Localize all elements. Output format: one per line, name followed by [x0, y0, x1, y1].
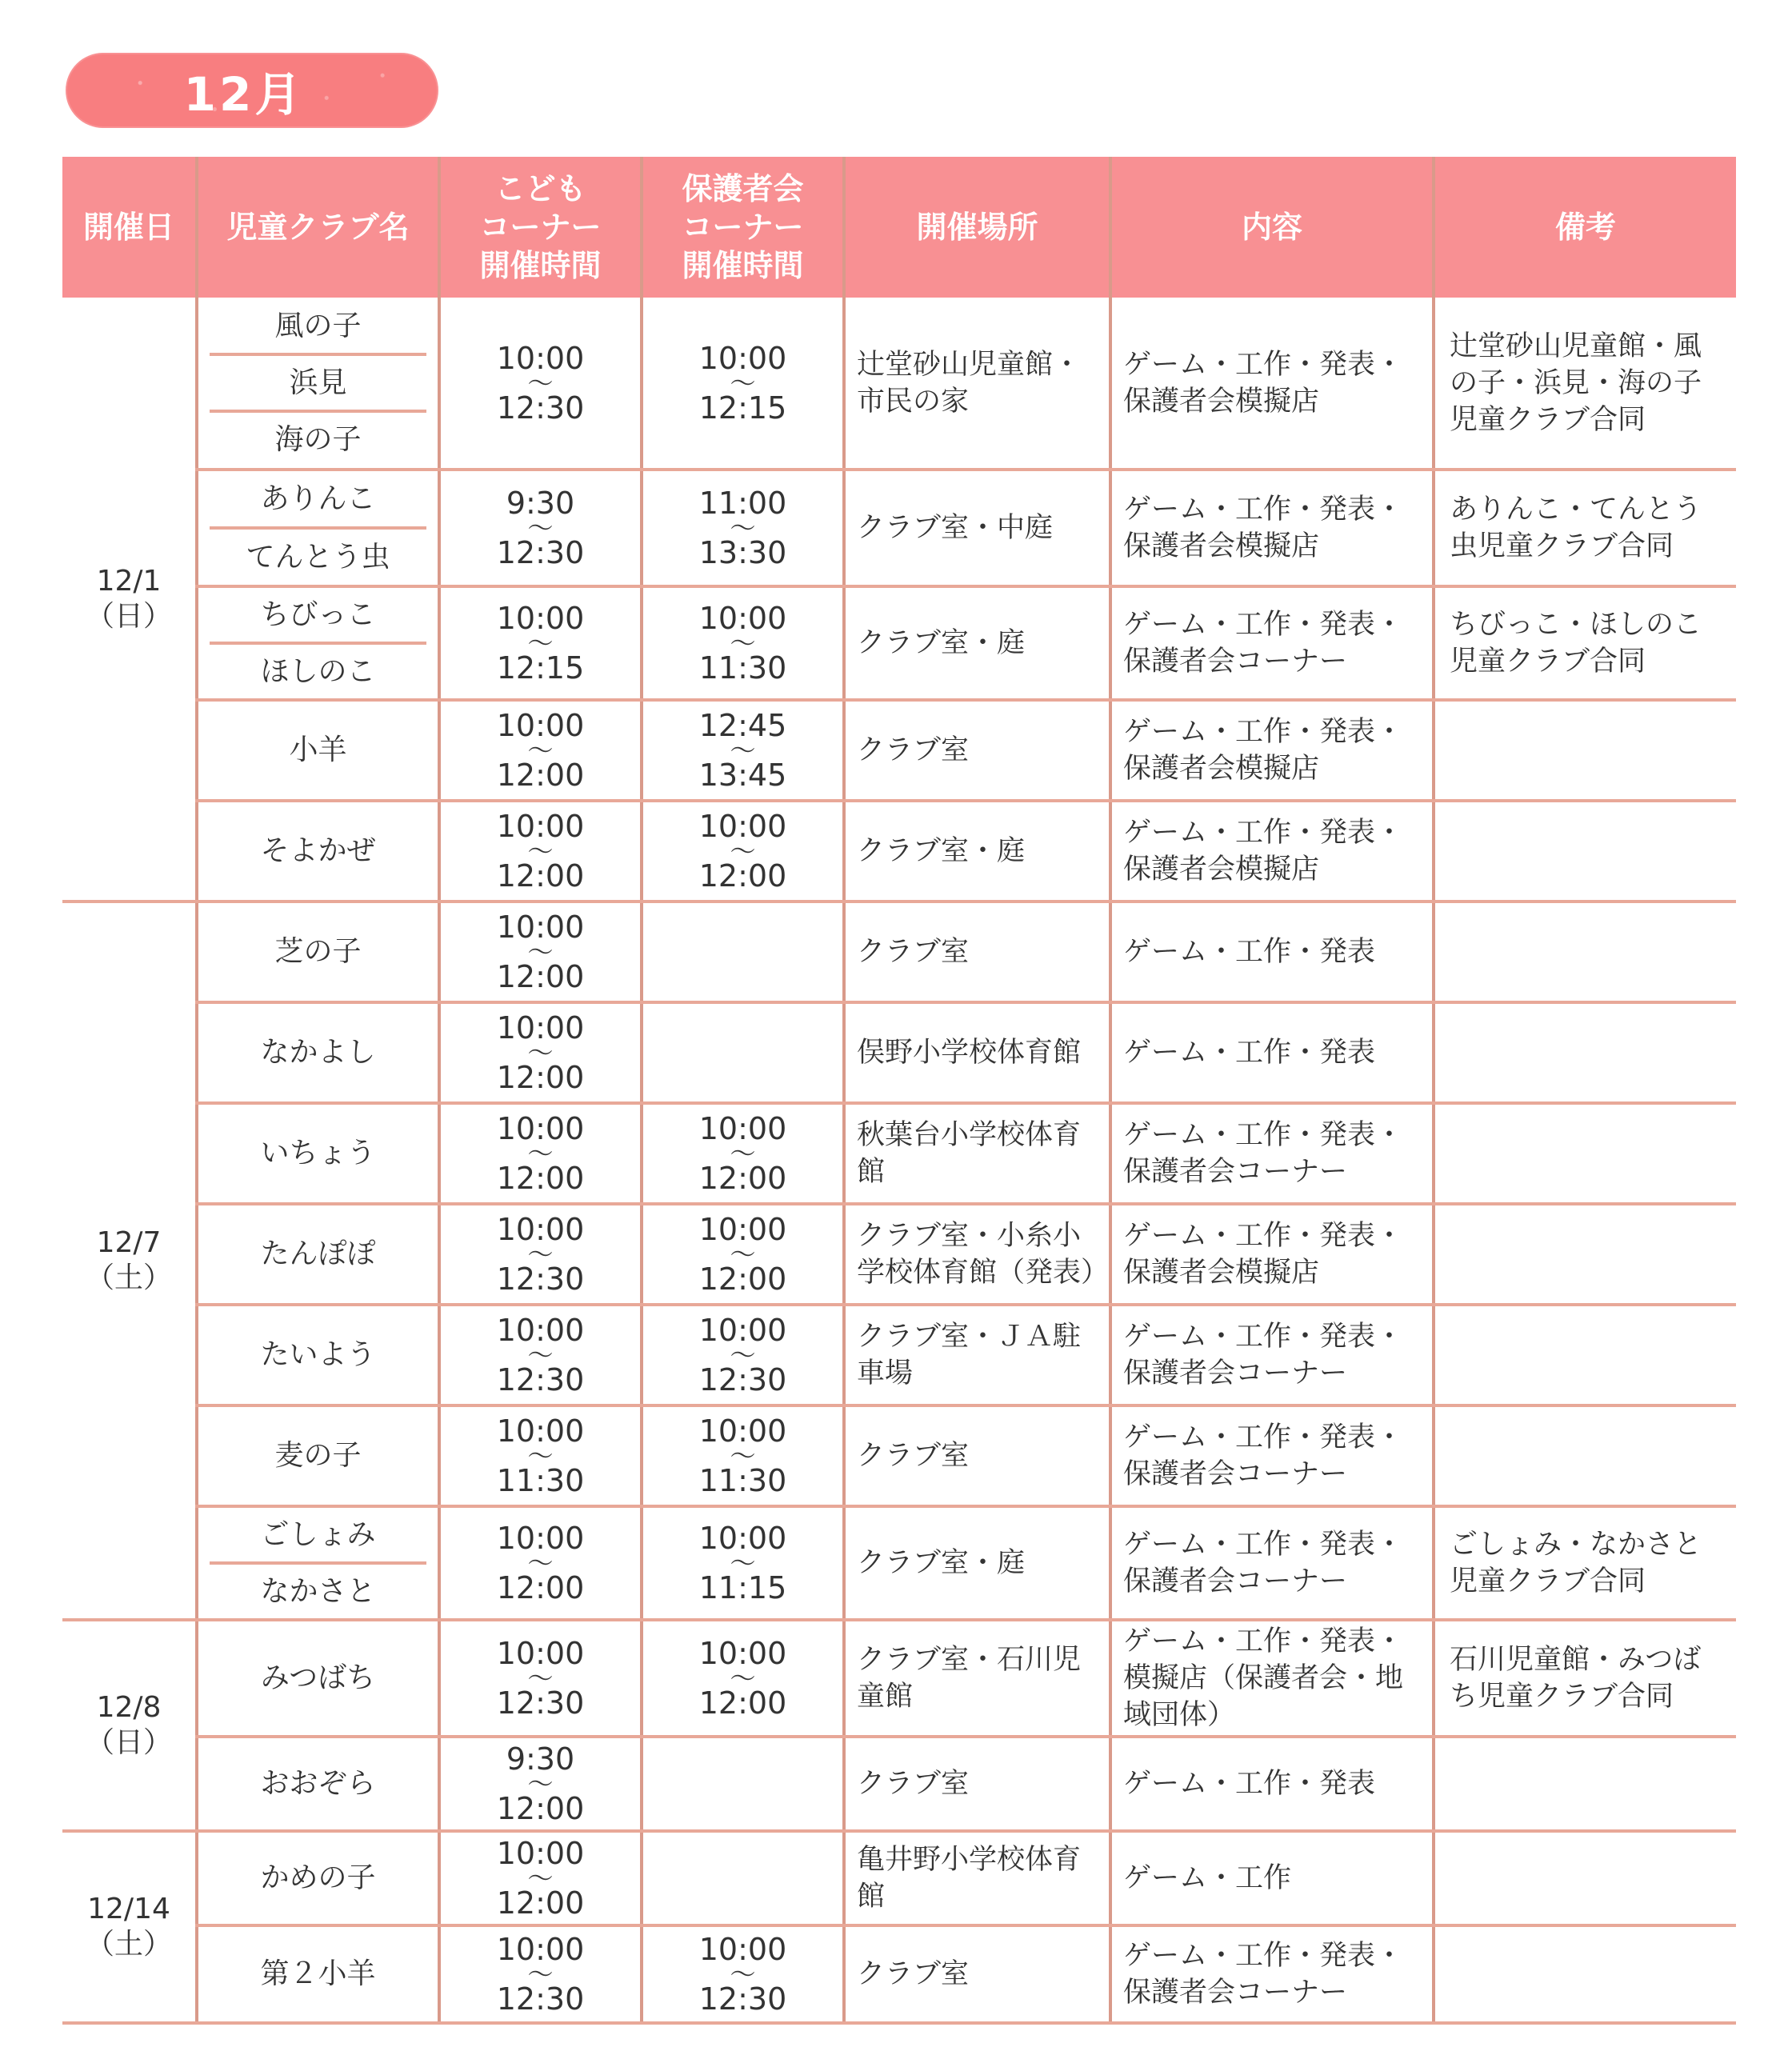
schedule-table [62, 157, 1736, 2025]
parent-time-cell [642, 1737, 844, 1831]
place-cell: クラブ室 [844, 1925, 1110, 2023]
club-cell: かめの子 [197, 1831, 439, 1925]
time-start: 10:00 [496, 809, 585, 844]
content-cell: ゲーム・工作 [1110, 1831, 1434, 1925]
parent-time-cell [642, 1620, 844, 1737]
time-end: 12:30 [698, 1981, 787, 2017]
content-cell: ゲーム・工作・発表・模擬店（保護者会・地域団体） [1110, 1620, 1434, 1737]
table-row [62, 1506, 1736, 1620]
note-cell [1434, 1204, 1736, 1305]
time-tilde: ～ [527, 1340, 554, 1370]
kids-time-cell [439, 586, 642, 700]
month-badge [66, 53, 438, 128]
time-start: 10:00 [496, 1636, 585, 1671]
time-end: 12:30 [496, 390, 585, 426]
month-label: 12月 [183, 67, 305, 122]
table-row [62, 700, 1736, 801]
kids-time-cell [439, 1002, 642, 1103]
place-cell: 秋葉台小学校体育館 [844, 1103, 1110, 1204]
time-tilde: ～ [730, 1441, 756, 1471]
club-cell: なかよし [197, 1002, 439, 1103]
time-tilde: ～ [527, 937, 554, 967]
header-parent-time: 保護者会 コーナー 開催時間 [642, 157, 844, 298]
club-cell: いちょう [197, 1103, 439, 1204]
time-end: 11:30 [698, 1463, 787, 1498]
time-tilde: ～ [527, 1663, 554, 1693]
place-cell: クラブ室・庭 [844, 586, 1110, 700]
time-start: 10:00 [496, 708, 585, 743]
time-start: 10:00 [698, 601, 787, 636]
time-start: 10:00 [698, 1413, 787, 1449]
time-end: 11:30 [698, 650, 787, 686]
parent-time-cell [642, 1925, 844, 2023]
content-cell: ゲーム・工作・発表・保護者会コーナー [1110, 1305, 1434, 1405]
time-tilde: ～ [730, 1239, 756, 1269]
time-tilde: ～ [527, 367, 554, 398]
time-start: 10:00 [698, 1932, 787, 1967]
time-start: 10:00 [698, 1521, 787, 1556]
club-name: ちびっこ [210, 588, 426, 645]
kids-time-cell [439, 1305, 642, 1405]
note-cell [1434, 902, 1736, 1002]
table-row [62, 1925, 1736, 2023]
time-tilde: ～ [527, 1037, 554, 1068]
time-tilde: ～ [527, 1239, 554, 1269]
time-start: 10:00 [496, 340, 585, 376]
place-cell: 亀井野小学校体育館 [844, 1831, 1110, 1925]
date-cell: 12/8 （日） [62, 1620, 197, 1831]
club-cell: おおぞら [197, 1737, 439, 1831]
time-start: 10:00 [496, 1836, 585, 1871]
time-end: 12:00 [698, 1261, 787, 1297]
place-cell: クラブ室 [844, 902, 1110, 1002]
time-tilde: ～ [527, 1441, 554, 1471]
header-date: 開催日 [62, 157, 197, 298]
header-kids-time: こども コーナー 開催時間 [439, 157, 642, 298]
content-cell: ゲーム・工作・発表・保護者会コーナー [1110, 1405, 1434, 1506]
time-start: 10:00 [698, 809, 787, 844]
time-start: 10:00 [698, 1212, 787, 1247]
parent-time-cell [642, 1204, 844, 1305]
parent-time-cell [642, 700, 844, 801]
time-start: 10:00 [698, 340, 787, 376]
club-name: なかさと [260, 1575, 376, 1608]
place-cell: クラブ室・庭 [844, 1506, 1110, 1620]
club-cell [197, 298, 439, 470]
kids-time-cell [439, 1737, 642, 1831]
content-cell: ゲーム・工作・発表 [1110, 1737, 1434, 1831]
club-name: ありんこ [210, 471, 426, 530]
time-tilde: ～ [730, 1959, 756, 1989]
kids-time-cell [439, 470, 642, 586]
content-cell: ゲーム・工作・発表・保護者会模擬店 [1110, 298, 1434, 470]
kids-time-cell [439, 1204, 642, 1305]
content-cell: ゲーム・工作・発表・保護者会コーナー [1110, 1925, 1434, 2023]
time-start: 10:00 [496, 1413, 585, 1449]
time-end: 12:30 [496, 1362, 585, 1397]
time-tilde: ～ [730, 735, 756, 766]
note-cell: ごしょみ・なかさと児童クラブ合同 [1434, 1506, 1736, 1620]
content-cell: ゲーム・工作・発表・保護者会模擬店 [1110, 1204, 1434, 1305]
kids-time-cell [439, 902, 642, 1002]
time-end: 12:00 [698, 858, 787, 894]
time-start: 10:00 [698, 1111, 787, 1146]
time-end: 12:00 [496, 1161, 585, 1196]
time-end: 12:00 [698, 1685, 787, 1721]
kids-time-cell [439, 801, 642, 902]
time-start: 10:00 [496, 1313, 585, 1348]
time-end: 13:30 [698, 535, 787, 570]
note-cell [1434, 1103, 1736, 1204]
kids-time-cell [439, 1103, 642, 1204]
time-tilde: ～ [527, 735, 554, 766]
content-cell: ゲーム・工作・発表 [1110, 902, 1434, 1002]
parent-time-cell [642, 1506, 844, 1620]
club-cell: たんぽぽ [197, 1204, 439, 1305]
time-tilde: ～ [730, 1548, 756, 1578]
time-tilde: ～ [527, 1959, 554, 1989]
content-cell: ゲーム・工作・発表・保護者会コーナー [1110, 586, 1434, 700]
kids-time-cell [439, 1831, 642, 1925]
note-cell: ちびっこ・ほしのこ児童クラブ合同 [1434, 586, 1736, 700]
time-end: 12:30 [496, 1261, 585, 1297]
note-cell: 石川児童館・みつばち児童クラブ合同 [1434, 1620, 1736, 1737]
time-end: 12:00 [496, 959, 585, 994]
kids-time-cell [439, 1620, 642, 1737]
time-tilde: ～ [527, 513, 554, 543]
time-tilde: ～ [730, 1663, 756, 1693]
time-start: 10:00 [496, 1212, 585, 1247]
note-cell: ありんこ・てんとう虫児童クラブ合同 [1434, 470, 1736, 586]
time-tilde: ～ [527, 836, 554, 866]
time-start: 10:00 [496, 601, 585, 636]
table-row [62, 1204, 1736, 1305]
time-end: 12:00 [496, 1570, 585, 1605]
note-cell [1434, 1925, 1736, 2023]
club-name: 浜見 [210, 356, 426, 413]
club-cell: 第２小羊 [197, 1925, 439, 2023]
time-tilde: ～ [527, 1769, 554, 1799]
kids-time-cell [439, 1405, 642, 1506]
time-start: 12:45 [698, 708, 787, 743]
time-end: 12:15 [698, 390, 787, 426]
note-cell [1434, 1831, 1736, 1925]
table-row [62, 1002, 1736, 1103]
table-row [62, 470, 1736, 586]
place-cell: クラブ室・中庭 [844, 470, 1110, 586]
time-end: 12:15 [496, 650, 585, 686]
club-cell [197, 470, 439, 586]
note-cell [1434, 700, 1736, 801]
parent-time-cell [642, 902, 844, 1002]
kids-time-cell [439, 1506, 642, 1620]
table-row [62, 902, 1736, 1002]
time-tilde: ～ [527, 1138, 554, 1169]
time-start: 9:30 [506, 1741, 575, 1777]
kids-time-cell [439, 700, 642, 801]
time-start: 10:00 [698, 1313, 787, 1348]
parent-time-cell [642, 801, 844, 902]
note-cell [1434, 1305, 1736, 1405]
table-row [62, 1737, 1736, 1831]
time-end: 12:30 [698, 1362, 787, 1397]
content-cell: ゲーム・工作・発表・保護者会コーナー [1110, 1103, 1434, 1204]
time-tilde: ～ [730, 513, 756, 543]
time-end: 12:30 [496, 1981, 585, 2017]
parent-time-cell [642, 470, 844, 586]
time-start: 10:00 [698, 1636, 787, 1671]
time-start: 11:00 [698, 486, 787, 521]
parent-time-cell [642, 1405, 844, 1506]
place-cell: クラブ室・庭 [844, 801, 1110, 902]
place-cell: クラブ室・石川児童館 [844, 1620, 1110, 1737]
club-name: 海の子 [274, 423, 362, 456]
place-cell: クラブ室 [844, 1405, 1110, 1506]
time-start: 10:00 [496, 1111, 585, 1146]
parent-time-cell [642, 298, 844, 470]
header-content: 内容 [1110, 157, 1434, 298]
place-cell: クラブ室・ＪＡ駐車場 [844, 1305, 1110, 1405]
parent-time-cell [642, 1103, 844, 1204]
place-cell: クラブ室・小糸小学校体育館（発表） [844, 1204, 1110, 1305]
parent-time-cell [642, 1831, 844, 1925]
content-cell: ゲーム・工作・発表・保護者会模擬店 [1110, 470, 1434, 586]
time-start: 10:00 [496, 1521, 585, 1556]
club-cell: 麦の子 [197, 1405, 439, 1506]
time-end: 11:30 [496, 1463, 585, 1498]
content-cell: ゲーム・工作・発表・保護者会模擬店 [1110, 700, 1434, 801]
table-row [62, 801, 1736, 902]
note-cell [1434, 1737, 1736, 1831]
club-cell [197, 586, 439, 700]
kids-time-cell [439, 298, 642, 470]
time-end: 12:30 [496, 535, 585, 570]
parent-time-cell [642, 1305, 844, 1405]
time-end: 11:15 [698, 1570, 787, 1605]
date-cell: 12/1 （日） [62, 298, 197, 902]
time-start: 10:00 [496, 1010, 585, 1045]
time-tilde: ～ [730, 1340, 756, 1370]
header-club: 児童クラブ名 [197, 157, 439, 298]
content-cell: ゲーム・工作・発表・保護者会模擬店 [1110, 801, 1434, 902]
time-end: 12:30 [496, 1685, 585, 1721]
time-start: 10:00 [496, 910, 585, 945]
table-row [62, 1831, 1736, 1925]
table-row [62, 1620, 1736, 1737]
table-row [62, 298, 1736, 470]
table-row [62, 1103, 1736, 1204]
header-place: 開催場所 [844, 157, 1110, 298]
time-tilde: ～ [527, 1548, 554, 1578]
parent-time-cell [642, 586, 844, 700]
kids-time-cell [439, 1925, 642, 2023]
time-tilde: ～ [730, 1138, 756, 1169]
club-cell [197, 1506, 439, 1620]
note-cell [1434, 1405, 1736, 1506]
club-name: てんとう虫 [246, 541, 390, 574]
club-name: 風の子 [210, 299, 426, 356]
club-name: ごしょみ [210, 1508, 426, 1565]
club-cell: みつばち [197, 1620, 439, 1737]
date-cell: 12/14 （土） [62, 1831, 197, 2023]
parent-time-cell [642, 1002, 844, 1103]
date-cell: 12/7 （土） [62, 902, 197, 1620]
table-row [62, 1305, 1736, 1405]
time-end: 12:00 [698, 1161, 787, 1196]
note-cell [1434, 801, 1736, 902]
table-row [62, 1405, 1736, 1506]
time-end: 12:00 [496, 758, 585, 793]
place-cell: 俣野小学校体育館 [844, 1002, 1110, 1103]
header-note: 備考 [1434, 157, 1736, 298]
time-tilde: ～ [730, 836, 756, 866]
time-end: 12:00 [496, 858, 585, 894]
club-name: ほしのこ [260, 655, 376, 688]
note-cell: 辻堂砂山児童館・風の子・浜見・海の子児童クラブ合同 [1434, 298, 1736, 470]
club-cell: たいよう [197, 1305, 439, 1405]
time-tilde: ～ [730, 367, 756, 398]
table-row [62, 586, 1736, 700]
place-cell: クラブ室 [844, 1737, 1110, 1831]
time-start: 9:30 [506, 486, 575, 521]
time-end: 12:00 [496, 1885, 585, 1921]
club-cell: 小羊 [197, 700, 439, 801]
time-end: 13:45 [698, 758, 787, 793]
time-start: 10:00 [496, 1932, 585, 1967]
time-tilde: ～ [527, 1863, 554, 1893]
place-cell: 辻堂砂山児童館・市民の家 [844, 298, 1110, 470]
place-cell: クラブ室 [844, 700, 1110, 801]
content-cell: ゲーム・工作・発表・保護者会コーナー [1110, 1506, 1434, 1620]
club-cell: 芝の子 [197, 902, 439, 1002]
club-cell: そよかぜ [197, 801, 439, 902]
time-end: 12:00 [496, 1060, 585, 1095]
time-tilde: ～ [527, 628, 554, 658]
time-end: 12:00 [496, 1791, 585, 1826]
table-body [62, 298, 1736, 2023]
time-tilde: ～ [730, 628, 756, 658]
header-row [62, 157, 1736, 298]
content-cell: ゲーム・工作・発表 [1110, 1002, 1434, 1103]
note-cell [1434, 1002, 1736, 1103]
